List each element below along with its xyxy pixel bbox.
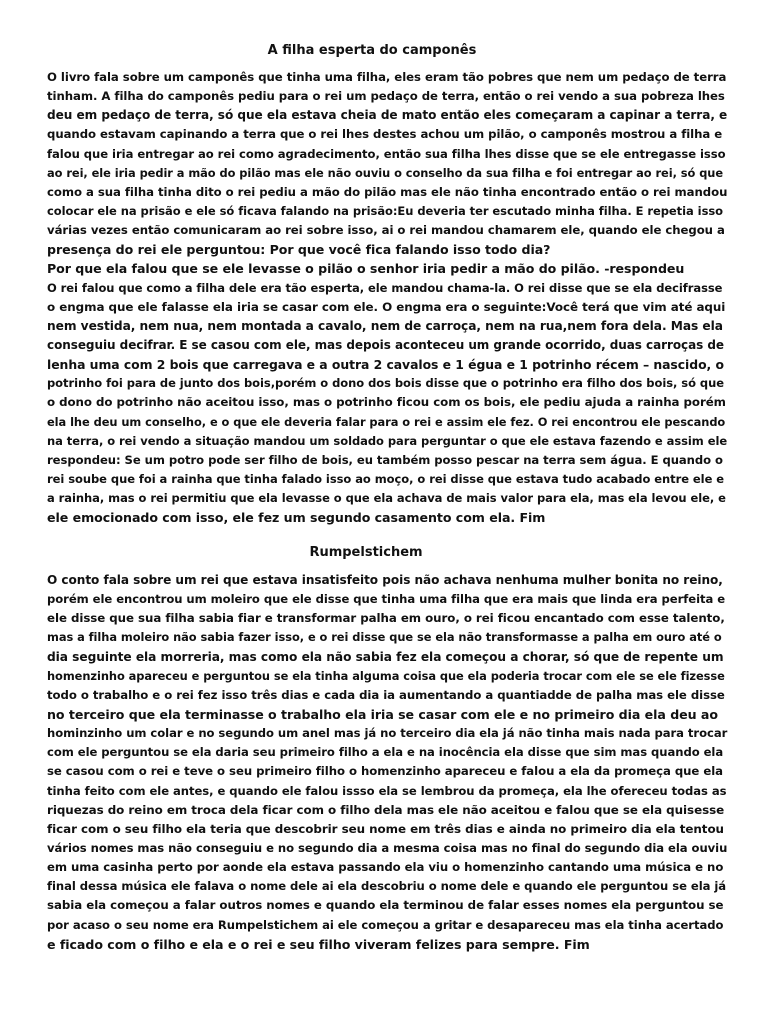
text-line: várias vezes então comunicaram ao rei sobre isso, ai o rei mandou chamarem ele, quando ele chegou a <box>47 223 725 238</box>
text-line: deu em pedaço de terra, só que ela estava cheia de mato então eles começaram a capinar a terra, e <box>47 108 728 123</box>
text-line: tinha feito com ele antes, e quando ele falou issso ela se lembrou da promeça, ela lhe ofereceu todas as <box>47 783 727 798</box>
text-line: conseguiu decifrar. E se casou com ele, mas depois aconteceu um grande ocorrido, duas carroças de <box>47 337 725 352</box>
story-body-rumpelstichem <box>47 571 727 954</box>
text-line: falou que iria entregar ao rei como agradecimento, então sua filha lhes disse que se ele entregasse isso <box>47 146 726 161</box>
text-line: vários nomes mas não conseguiu e no segundo dia a mesma coisa mas no final do segundo dia ela ouviu <box>47 840 728 855</box>
text-line: nem vestida, nem nua, nem montada a cavalo, nem de carroça, nem na rua,nem fora dela. Mas ela <box>47 318 723 333</box>
text-line: porém ele encontrou um moleiro que ele disse que tinha uma filha que era mais que linda era perfeita e <box>47 592 726 607</box>
text-line: riquezas do reino em troca dela ficar com o filho dela mas ele não aceitou e falou que se ela quisesse <box>47 802 725 817</box>
text-line: tinham. A filha do camponês pediu para o rei um pedaço de terra, então o rei vendo a sua pobreza lhes <box>47 89 725 104</box>
text-line: ele disse que sua filha sabia fiar e transformar palha em ouro, o rei ficou encantado com esse talento, <box>47 611 725 626</box>
text-line: ao rei, ele iria pedir a mão do pilão mas ele não ouviu o conselho da sua filha e foi entregar ao rei, só que <box>47 165 724 180</box>
text-line: em uma casinha perto por aonde ela estava passando ela viu o homenzinho cantando uma música e no <box>47 860 724 875</box>
text-line: final dessa música ele falava o nome dele ai ela descobriu o nome dele e quando ele perguntou se ela já <box>47 879 727 894</box>
text-line: ela lhe deu um conselho, e o que ele deveria falar para o rei e assim ele fez. O rei encontrou ele pescando <box>47 414 726 429</box>
text-line: e ficado com o filho e ela e o rei e seu filho viveram felizes para sempre. Fim <box>47 936 590 952</box>
text-line: mas a filha moleiro não sabia fazer isso, e o rei disse que se ela não transformasse a palha em ouro até o <box>47 630 722 645</box>
text-line: na terra, o rei vendo a situação mandou um soldado para perguntar o que ele estava fazendo e assim ele <box>47 433 728 448</box>
text-line: no terceiro que ela terminasse o trabalho ela iria se casar com ele e no primeiro dia ela deu ao <box>47 706 718 722</box>
text-line: sabia ela começou a falar outros nomes e quando ela terminou de falar esses nomes ela perguntou se <box>47 898 724 913</box>
text-line: com ele perguntou se ela daria seu primeiro filho a ela e na inocência ela disse que sim mas quando ela <box>47 745 724 760</box>
text-line: se casou com o rei e teve o seu primeiro filho o homenzinho apareceu e falou a ela da promeça que ela <box>47 764 723 779</box>
text-line: quando estavam capinando a terra que o rei lhes destes achou um pilão, o camponês mostrou a filha e <box>47 127 723 142</box>
text-line: colocar ele na prisão e ele só ficava falando na prisão:Eu deveria ter escutado minha filha. E repetia isso <box>47 203 724 218</box>
text-line: homenzinho apareceu e perguntou se ela tinha alguma coisa que ela poderia trocar com ele se ele fizesse <box>47 668 725 683</box>
text-line: ficar com o seu filho ela teria que descobrir seu nome em três dias e ainda no primeiro dia ela tentou <box>47 821 724 836</box>
story-title-filha-esperta: A filha esperta do camponês <box>267 43 477 58</box>
text-line: O conto fala sobre um rei que estava insatisfeito pois não achava nenhuma mulher bonita no reino, <box>47 573 723 587</box>
text-line: hominzinho um colar e no segundo um anel mas já no terceiro dia ela já não tinha mais nada para trocar <box>47 726 728 741</box>
text-line: Por que ela falou que se ele levasse o pilão o senhor iria pedir a mão do pilão. -respondeu <box>47 261 685 277</box>
text-line: potrinho foi para de junto dos bois,porém o dono dos bois disse que o potrinho era filho dos bois, só que <box>47 376 724 391</box>
text-line: por acaso o seu nome era Rumpelstichem ai ele começou a gritar e desapareceu mas ela tinha acertado <box>47 917 724 932</box>
text-line: respondeu: Se um potro pode ser filho de bois, eu também posso pescar na terra sem água. E quando o <box>47 452 723 467</box>
text-line: todo o trabalho e o rei fez isso três dias e cada dia ia aumentando a quantiadde de palha mas ele disse <box>47 687 725 702</box>
story-body-filha-esperta <box>47 68 727 527</box>
story-title-rumpelstichem: Rumpelstichem <box>309 545 423 560</box>
text-line: lenha uma com 2 bois que carregava e a outra 2 cavalos e 1 égua e 1 potrinho récem – nascido, o <box>47 357 724 373</box>
text-line: O rei falou que como a filha dele era tão esperta, ele mandou chama-la. O rei disse que se ela decifrasse <box>47 280 723 295</box>
text-line: rei soube que foi a rainha que tinha falado isso ao moço, o rei disse que estava tudo acabado entre ele e <box>47 471 725 486</box>
text-line: O livro fala sobre um camponês que tinha uma filha, eles eram tão pobres que nem um pedaço de terra <box>47 70 727 84</box>
text-line: como a sua filha tinha dito o rei pediu a mão do pilão mas ele não tinha encontrado então o rei mandou <box>47 184 728 199</box>
text-line: o dono do potrinho não aceitou isso, mas o potrinho ficou com os bois, ele pediu ajuda a rainha porém <box>47 395 726 410</box>
text-line: o engma que ele falasse ela iria se casar com ele. O engma era o seguinte:Você terá que vim até aqui <box>47 299 726 314</box>
text-line: dia seguinte ela morreria, mas como ela não sabia fez ela começou a chorar, só que de repente um <box>47 649 724 664</box>
text-line: ele emocionado com isso, ele fez um segundo casamento com ela. Fim <box>47 510 546 526</box>
text-line: presença do rei ele perguntou: Por que você fica falando isso todo dia? <box>47 242 551 258</box>
text-line: a rainha, mas o rei permitiu que ela levasse o que ela achava de mais valor para ela, mas ela levou ele, e <box>47 491 726 506</box>
